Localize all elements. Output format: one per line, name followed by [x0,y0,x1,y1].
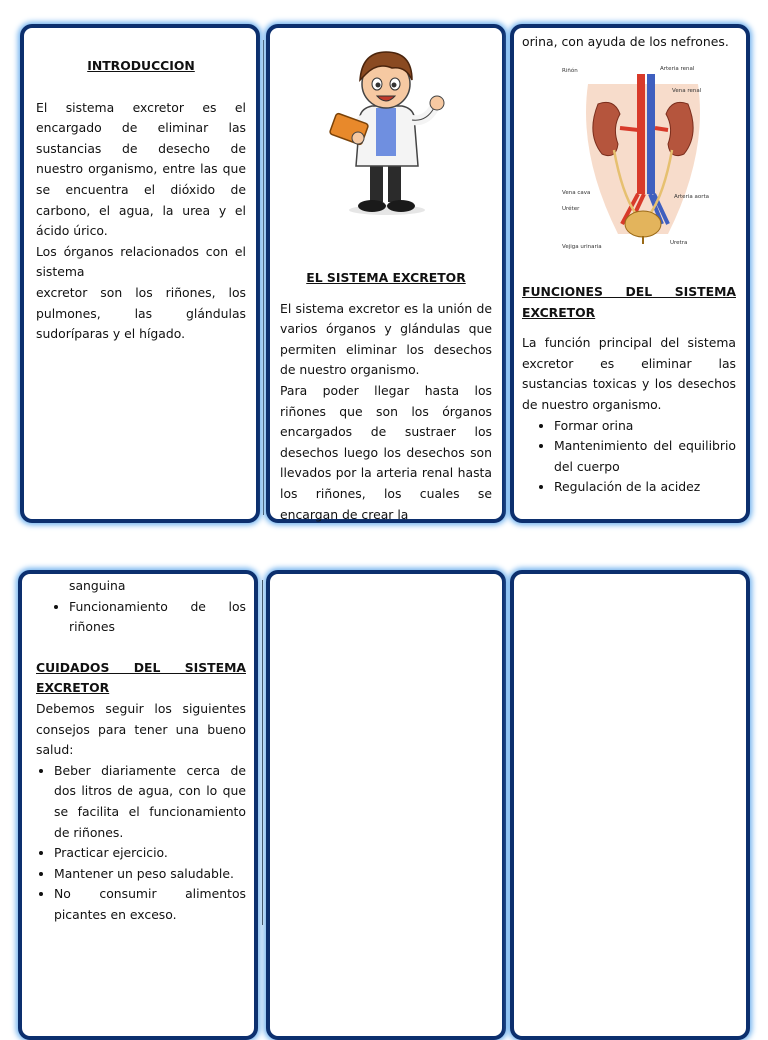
excretory-system-diagram [558,64,728,250]
panel-blank-middle [266,570,506,1040]
sistema-title: EL SISTEMA EXCRETOR [306,270,466,285]
label-arteria-renal: Arteria renal [660,66,695,72]
label-vejiga: Vejiga urinaria [562,244,602,250]
doctor-cartoon-image [322,38,452,218]
funciones-top-text: orina, con ayuda de los nefrones. [522,34,729,49]
funciones-paragraph: La función principal del sistema excretor es eliminar las sustancias toxicas y los desechos de nuestro organismo. [522,335,736,412]
panel-sistema-excretor [266,24,506,523]
intro-paragraph-1: El sistema excretor es el encargado de eliminar las sustancias de desecho de nuestro organismo, entre las que se encuentra el dióxido de carbono, el agua, la urea y el ácido úrico. [36,99,246,239]
intro-title: INTRODUCCION [87,58,195,73]
label-arteria-aorta: Arteria aorta [674,194,709,200]
continued-item-tail: sanguina [69,578,126,593]
list-item: • Practicar ejercicio. [54,843,246,864]
list-item: • Beber diariamente cerca de dos litros de agua, con lo que se facilita el funcionamiento de riñones. [54,761,246,843]
cuidados-paragraph: Debemos seguir los siguientes consejos para tener una bueno salud: [36,700,246,758]
panel-cuidados [18,570,258,1040]
list-item: • No consumir alimentos picantes en exceso. [54,884,246,925]
funciones-title: FUNCIONES DEL SISTEMA EXCRETOR [522,284,736,320]
label-uretra: Uretra [670,240,688,246]
sistema-paragraph-2: Para poder llegar hasta los riñones que son los órganos encargados de sustraer los desechos luego los desechos son llevados por la arteria renal hasta los riñones, los cuales se encargan de crear la [280,382,492,522]
funciones-list [522,416,736,498]
fold-line [263,40,264,515]
panel-blank-right [510,570,750,1040]
list-item: • Formar orina [554,416,736,437]
list-item: • Mantenimiento del equilibrio del cuerpo [554,436,736,477]
cuidados-title: CUIDADOS DEL SISTEMA EXCRETOR [36,659,246,696]
panel-funciones [510,24,750,523]
list-item: • Funcionamiento de los riñones [69,597,246,638]
cuidados-list [36,761,246,926]
label-rinon: Riñón [562,68,578,74]
sistema-paragraph-1: El sistema excretor es la unión de varios órganos y glándulas que permiten eliminar los desechos de nuestro organismo. [280,300,492,378]
list-item: • Mantener un peso saludable. [54,864,246,885]
label-ureter: Uréter [562,206,580,212]
intro-paragraph-3: excretor son los riñones, los pulmones, las glándulas sudoríparas y el hígado. [36,284,246,342]
label-vena-cava: Vena cava [562,190,591,196]
fold-line [262,580,263,925]
panel-introduccion [20,24,260,523]
label-vena-renal: Vena renal [672,88,702,94]
intro-paragraph-2: Los órganos relacionados con el sistema [36,243,246,280]
list-item: • Regulación de la acidez [554,477,736,498]
